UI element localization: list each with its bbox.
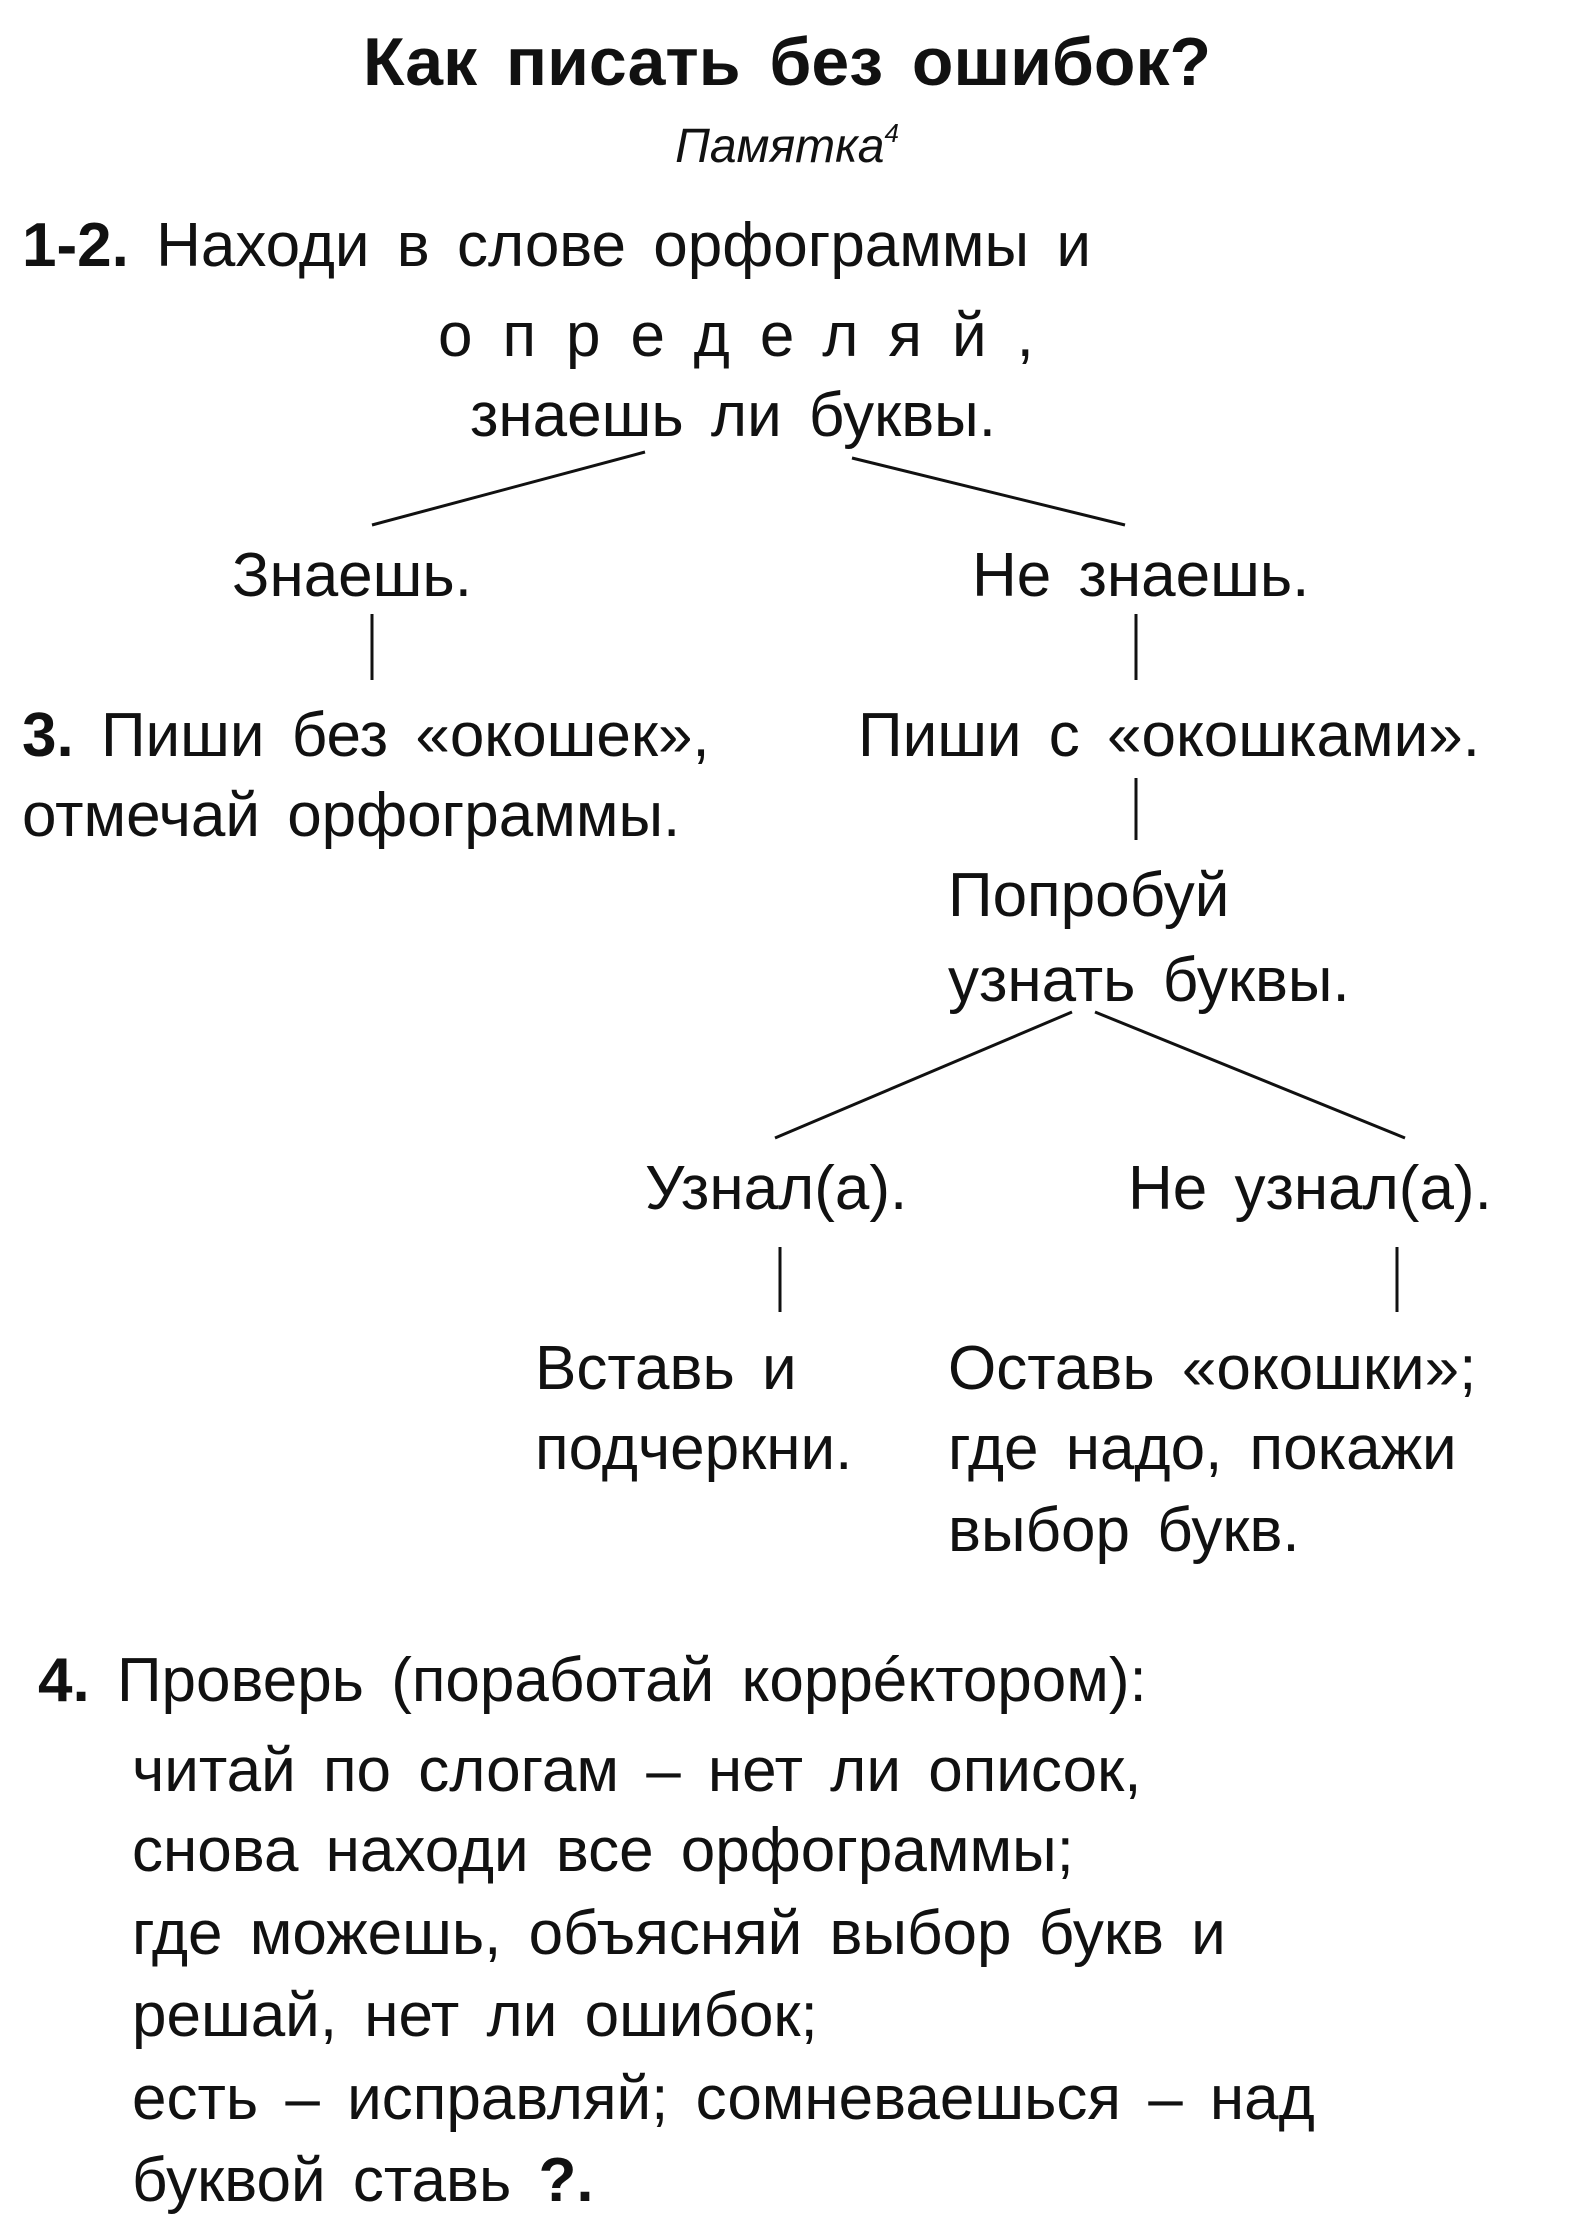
step4-line-6-text: буквой ставь [132, 2146, 512, 2215]
step3-line1 [22, 701, 710, 770]
branch-unknown-label: Не знаешь. [972, 541, 1310, 610]
step4-line-2: снова находи все орфограммы; [132, 1816, 1074, 1885]
recognized-line2: подчеркни. [535, 1414, 853, 1483]
page-title: Как писать без ошибок? [362, 24, 1212, 100]
recognized-line1: Вставь и [535, 1334, 797, 1403]
not-recognized-line2: где надо, покажи [948, 1414, 1457, 1483]
step12-line1-text: Находи в слове орфограммы и [156, 211, 1091, 280]
subtitle-footnote-mark: 4 [884, 118, 899, 148]
connector-try-left [775, 1012, 1072, 1138]
step4-line-5: есть – исправляй; сомневаешься – над [132, 2064, 1315, 2133]
step12-number: 1-2. [22, 211, 129, 280]
step12-line3: знаешь ли буквы. [470, 381, 996, 450]
step4-line-1: читай по слогам – нет ли описок, [132, 1736, 1142, 1805]
try-line2: узнать буквы. [948, 946, 1350, 1015]
page-subtitle [0, 120, 1574, 171]
connector-root-left [372, 452, 645, 525]
connector-try-right [1095, 1012, 1405, 1138]
step4-line-6 [132, 2146, 594, 2215]
not-recognized-line3: выбор букв. [948, 1496, 1300, 1565]
step4-heading [38, 1646, 1147, 1715]
sub-not-recognized-label: Не узнал(а). [1128, 1154, 1492, 1223]
subtitle-text: Памятка [675, 120, 885, 173]
step3-number: 3. [22, 701, 74, 770]
connector-root-right [852, 458, 1125, 525]
branch-known-label: Знаешь. [232, 541, 472, 610]
step3-line2: отмечай орфограммы. [22, 781, 681, 850]
step4-number: 4. [38, 1646, 90, 1715]
branch-unknown-action: Пиши с «окошками». [858, 701, 1480, 770]
step3-line1-text: Пиши без «окошек», [100, 701, 710, 770]
sub-recognized-label: Узнал(а). [645, 1154, 908, 1223]
step4-line-4: решай, нет ли ошибок; [132, 1981, 818, 2050]
try-line1: Попробуй [948, 861, 1230, 930]
step12-line1 [22, 211, 1091, 280]
step4-heading-text: Проверь (поработай коррéктором): [116, 1646, 1147, 1715]
step12-line2: определяй, [438, 301, 1064, 370]
question-mark: ?. [538, 2146, 594, 2215]
not-recognized-line1: Оставь «окошки»; [948, 1334, 1477, 1403]
step4-line-3: где можешь, объясняй выбор букв и [132, 1899, 1226, 1968]
